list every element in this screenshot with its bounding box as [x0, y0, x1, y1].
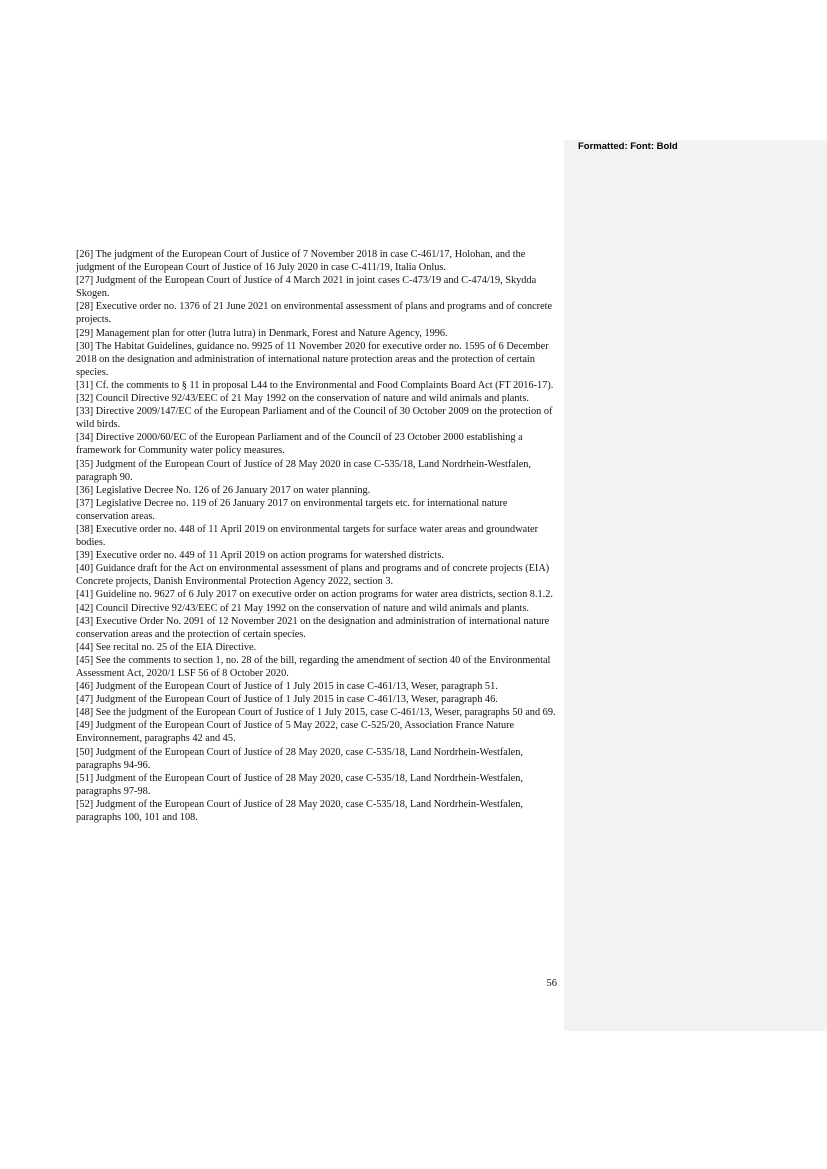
footnote-52: [52] Judgment of the European Court of Justice of 28 May 2020, case C-535/18, Land Nordrhein-Westfalen, paragraphs 100, 101 and 108. [76, 798, 523, 824]
footnote-43: [43] Executive Order No. 2091 of 12 November 2021 on the designation and administration of international nature conservation areas and the protection of certain species. [76, 615, 550, 640]
footnote-26: [26] The judgment of the European Court of Justice of 7 November 2018 in case C-461/17, Holohan, and the judgment of the European Court of Justice of 16 July 2020 in case C-411/19, Italia Onlus. [76, 249, 526, 274]
footnote-42: [42] Council Directive 92/43/EEC of 21 May 1992 on the conservation of nature and wild animals and plants. [76, 602, 529, 614]
footnote-39: [39] Executive order no. 449 of 11 April 2019 on action programs for watershed districts. [76, 550, 444, 562]
footnote-50: [50] Judgment of the European Court of Justice of 28 May 2020, case C-535/18, Land Nordrhein-Westfalen, paragraphs 94-96. [76, 746, 523, 771]
footnote-36: [36] Legislative Decree No. 126 of 26 January 2017 on water planning. [76, 484, 371, 496]
comment-label: Formatted: Font: Bold [578, 141, 678, 152]
footnote-32: [32] Council Directive 92/43/EEC of 21 May 1992 on the conservation of nature and wild animals and plants. [76, 393, 529, 405]
footnote-34: [34] Directive 2000/60/EC of the European Parliament and of the Council of 23 October 2000 establishing a framework for Community water policy measures. [76, 432, 523, 457]
footnote-48: [48] See the judgment of the European Court of Justice of 1 July 2015, case C-461/13, Weser, paragraphs 50 and 69. [76, 707, 556, 719]
footnote-list [76, 248, 562, 824]
footnote-37: [37] Legislative Decree no. 119 of 26 January 2017 on environmental targets etc. for international nature conservation areas. [76, 497, 508, 522]
footnote-49: [49] Judgment of the European Court of Justice of 5 May 2022, case C-525/20, Association France Nature Environnement, paragraphs 42 and 45. [76, 720, 515, 745]
page-number: 56 [546, 978, 557, 989]
footnote-30: [30] The Habitat Guidelines, guidance no. 9925 of 11 November 2020 for executive order no. 1595 of 6 December 2018 on the designation and administration of international nature protection areas and the protection of certain species. [76, 340, 549, 378]
footnote-31: [31] Cf. the comments to § 11 in proposal L44 to the Environmental and Food Complaints Board Act (FT 2016-17). [76, 379, 554, 391]
footnote-46: [46] Judgment of the European Court of Justice of 1 July 2015 in case C-461/13, Weser, paragraph 51. [76, 681, 498, 693]
footnote-41: [41] Guideline no. 9627 of 6 July 2017 on executive order on action programs for water area districts, section 8.1.2. [76, 589, 553, 601]
footnote-47: [47] Judgment of the European Court of Justice of 1 July 2015 in case C-461/13, Weser, paragraph 46. [76, 694, 498, 706]
footnote-35: [35] Judgment of the European Court of Justice of 28 May 2020 in case C-535/18, Land Nordrhein-Westfalen, paragraph 90. [76, 458, 531, 483]
footnote-40: [40] Guidance draft for the Act on environmental assessment of plans and programs and of concrete projects (EIA) Concrete projects, Danish Environmental Protection Agency 2022, section 3. [76, 563, 550, 588]
comment-pane [564, 140, 827, 1031]
footnote-29: [29] Management plan for otter (lutra lutra) in Denmark, Forest and Nature Agency, 1996. [76, 327, 448, 339]
footnote-45: [45] See the comments to section 1, no. 28 of the bill, regarding the amendment of section 40 of the Environmental Assessment Act, 2020/1 LSF 56 of 8 October 2020. [76, 654, 551, 679]
footnote-44: [44] See recital no. 25 of the EIA Directive. [76, 641, 257, 653]
footnote-51: [51] Judgment of the European Court of Justice of 28 May 2020, case C-535/18, Land Nordrhein-Westfalen, paragraphs 97-98. [76, 772, 523, 797]
footnote-33: [33] Directive 2009/147/EC of the European Parliament and of the Council of 30 October 2009 on the protection of wild birds. [76, 406, 553, 431]
footnote-27: [27] Judgment of the European Court of Justice of 4 March 2021 in joint cases C-473/19 and C-474/19, Skydda Skogen. [76, 275, 537, 300]
footnote-38: [38] Executive order no. 448 of 11 April 2019 on environmental targets for surface water areas and groundwater bodies. [76, 523, 539, 549]
footnote-28: [28] Executive order no. 1376 of 21 June 2021 on environmental assessment of plans and programs and of concrete projects. [76, 301, 553, 326]
